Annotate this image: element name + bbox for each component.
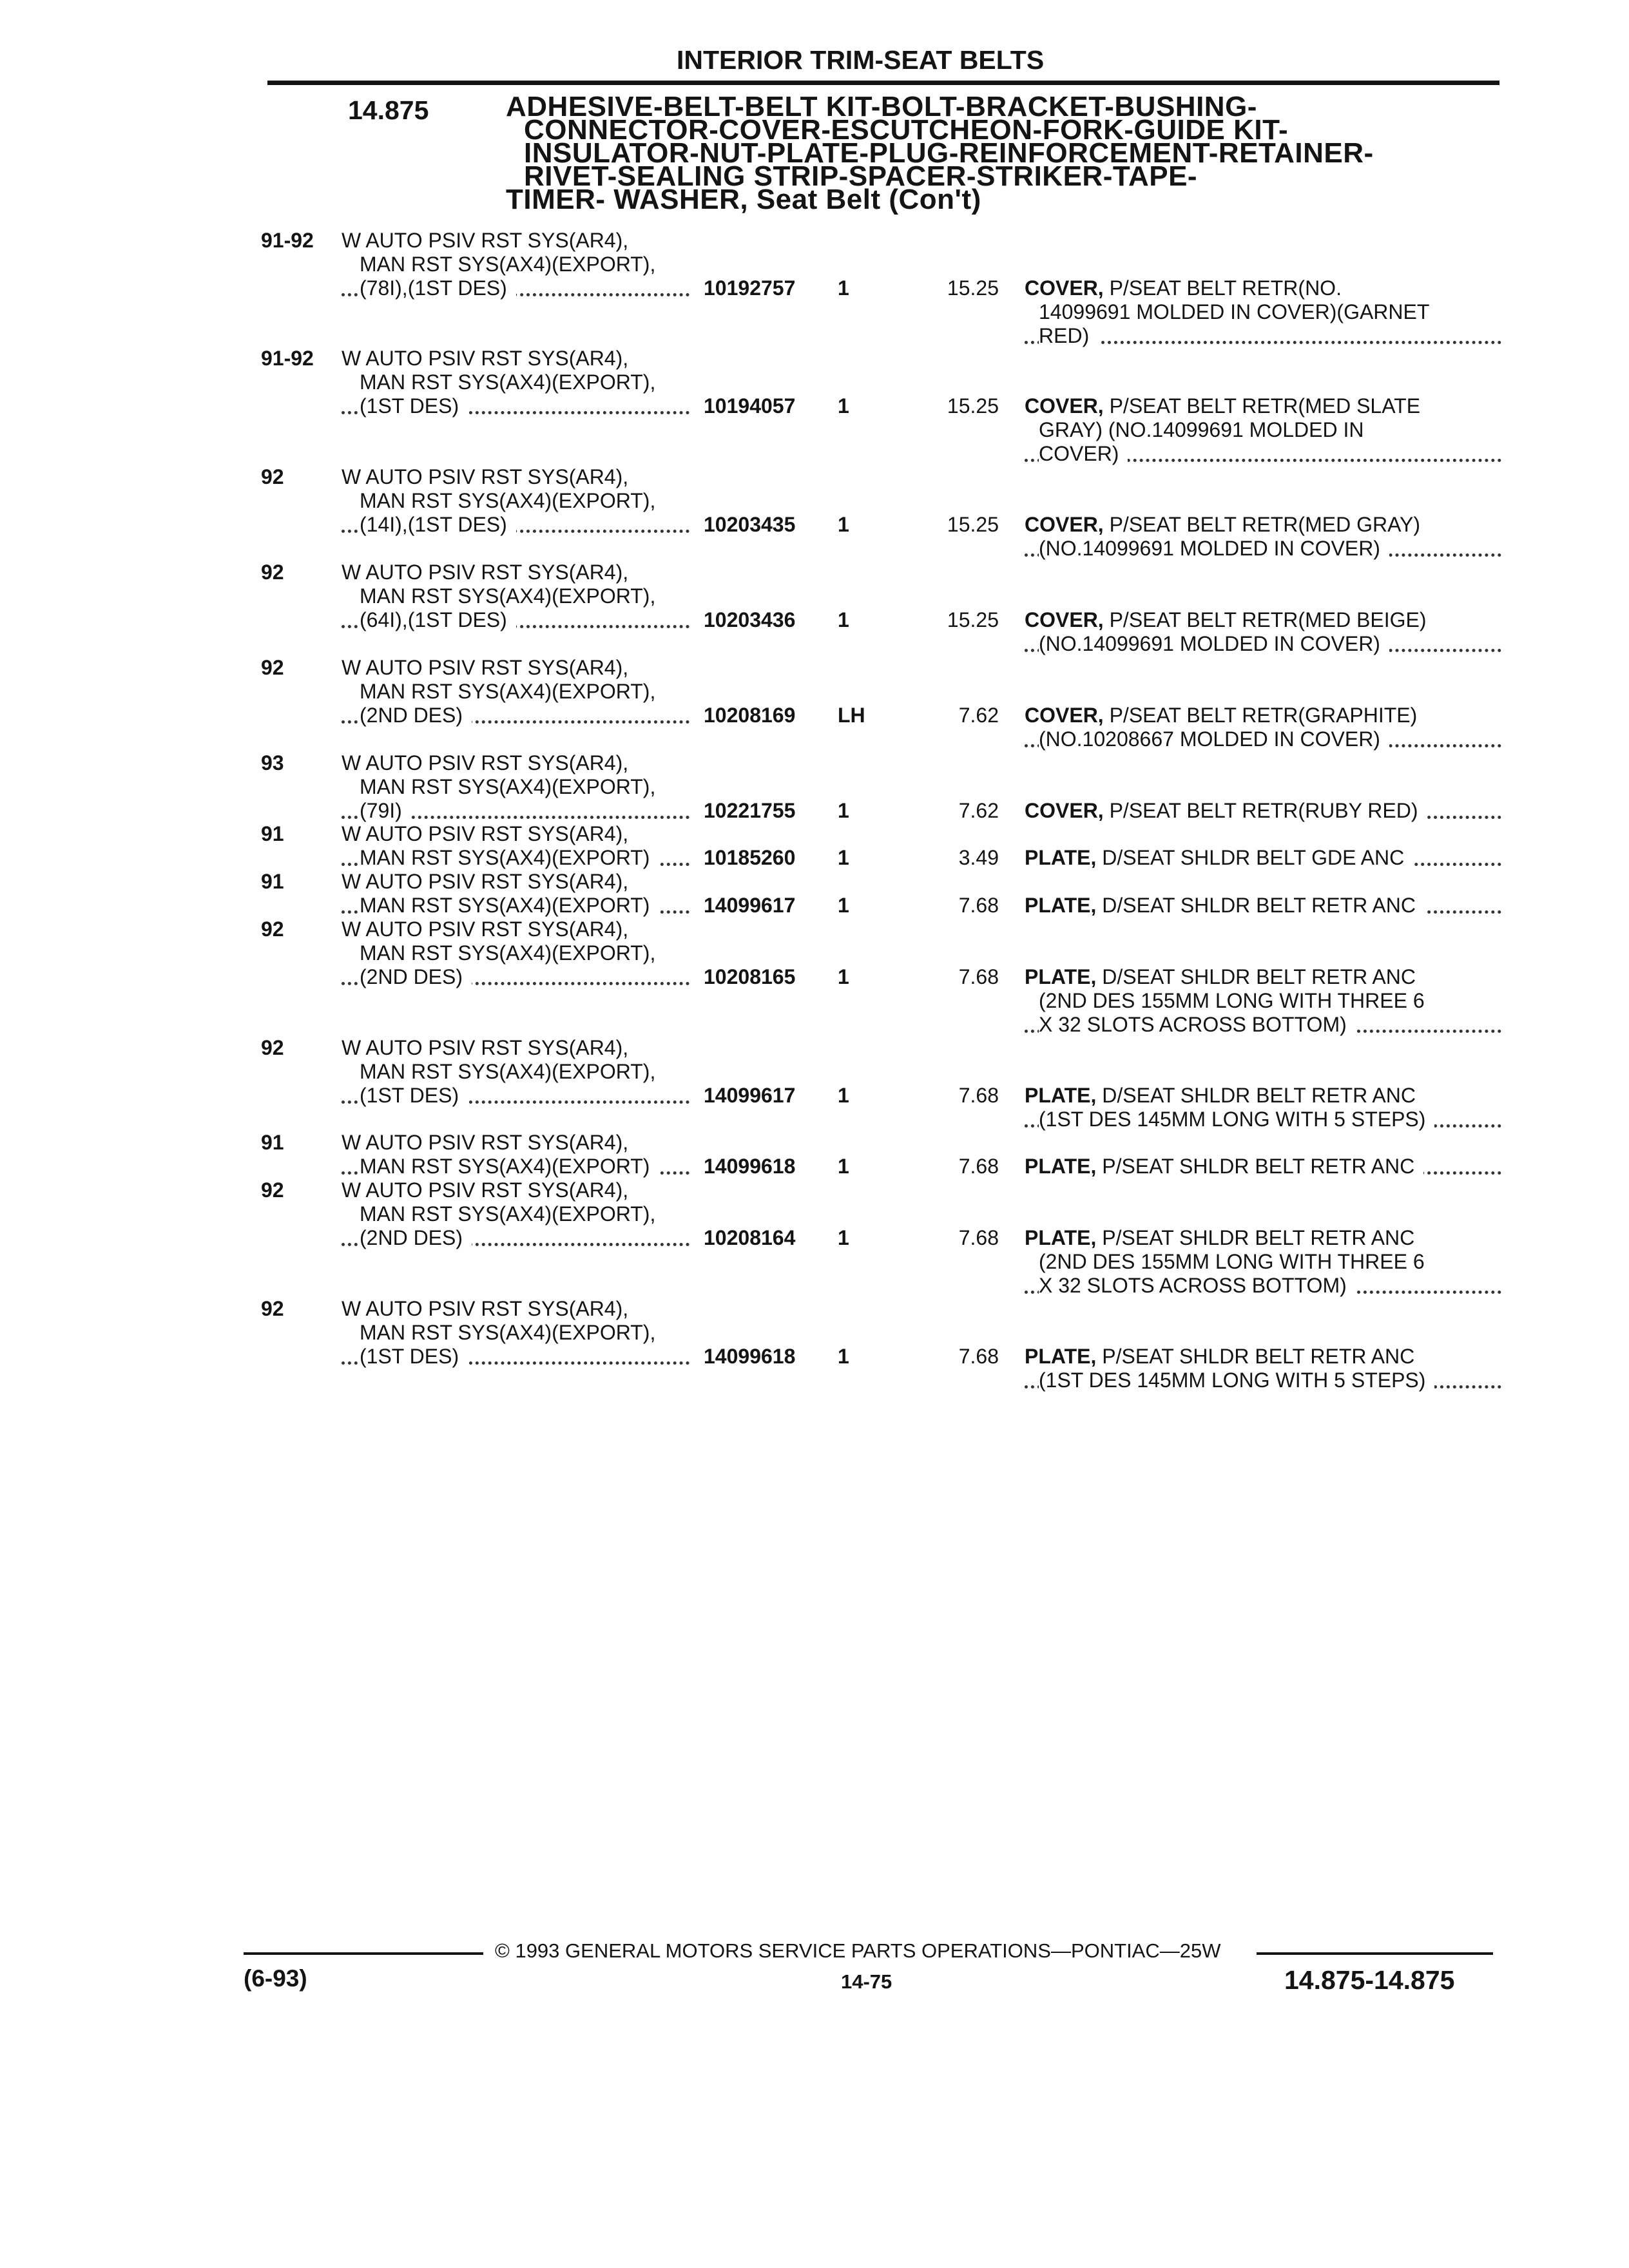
description-text [1025, 276, 1351, 300]
quantity: 1 [838, 965, 849, 988]
application-line [342, 1155, 689, 1178]
application-line [342, 584, 689, 608]
application-line [342, 656, 689, 680]
description-line [1025, 1013, 1501, 1037]
description-head: PLATE, [1025, 965, 1097, 988]
application-line [342, 394, 689, 418]
description-text [1025, 799, 1427, 822]
description-line [1025, 394, 1501, 418]
application [342, 1036, 689, 1108]
description-text: RED) [1039, 324, 1098, 347]
application-line [342, 513, 689, 537]
description-line [1025, 846, 1501, 870]
description-head: PLATE, [1025, 1155, 1097, 1178]
price: 7.68 [958, 894, 999, 917]
description-text: X 32 SLOTS ACROSS BOTTOM) [1039, 1013, 1356, 1036]
part-number: 14099618 [704, 1345, 796, 1368]
description-line [1025, 276, 1501, 300]
application-text: (1ST DES) [360, 1345, 468, 1368]
part-number: 10208164 [704, 1226, 796, 1249]
description [1025, 799, 1501, 823]
application-line [342, 894, 689, 918]
application-text: W AUTO PSIV RST SYS(AR4), [342, 1178, 637, 1202]
application-text: W AUTO PSIV RST SYS(AR4), [342, 465, 637, 488]
application-text: MAN RST SYS(AX4)(EXPORT), [360, 1202, 664, 1225]
application [342, 347, 689, 418]
application-text: W AUTO PSIV RST SYS(AR4), [342, 229, 637, 252]
model-year: 93 [261, 751, 284, 774]
application-line [342, 965, 689, 989]
quantity: 1 [838, 276, 849, 300]
section-name-line: TIMER- WASHER, Seat Belt (Con't) [506, 184, 981, 215]
application-text: (2ND DES) [360, 1226, 472, 1249]
section-name-line: RIVET-SEALING STRIP-SPACER-STRIKER-TAPE- [524, 160, 1198, 192]
application-line [342, 370, 689, 394]
application-text: (2ND DES) [360, 965, 472, 988]
footer-rule-left [244, 1952, 483, 1955]
description-body: D/SEAT SHLDR BELT RETR ANC [1102, 894, 1416, 917]
part-number: 10208169 [704, 704, 796, 727]
quantity: 1 [838, 1084, 849, 1107]
application [342, 870, 689, 918]
application-text: MAN RST SYS(AX4)(EXPORT), [360, 584, 664, 608]
description-line [1025, 989, 1501, 1013]
description [1025, 513, 1501, 561]
application-line [342, 822, 689, 846]
application-text: W AUTO PSIV RST SYS(AR4), [342, 751, 637, 774]
part-number: 10192757 [704, 276, 796, 300]
price: 15.25 [947, 276, 999, 300]
application [342, 656, 689, 727]
description-line [1025, 418, 1501, 442]
application-line [342, 1202, 689, 1226]
description-line [1025, 1155, 1501, 1178]
application-text: (79I) [360, 799, 411, 822]
description-text [1025, 894, 1425, 917]
description-body: D/SEAT SHLDR BELT GDE ANC [1102, 846, 1405, 869]
description-body: P/SEAT SHLDR BELT RETR ANC [1102, 1226, 1415, 1249]
section-name-line: CONNECTOR-COVER-ESCUTCHEON-FORK-GUIDE KIT- [524, 114, 1289, 146]
description-head: COVER, [1025, 799, 1104, 822]
description-line [1025, 632, 1501, 656]
application-text: MAN RST SYS(AX4)(EXPORT), [360, 1060, 664, 1083]
description-line [1025, 1084, 1501, 1108]
price: 7.68 [958, 1084, 999, 1107]
description-head: COVER, [1025, 608, 1104, 631]
section-range: 14.875-14.875 [1284, 1965, 1455, 1995]
description-text: (2ND DES 155MM LONG WITH THREE 6 [1039, 1250, 1434, 1273]
description-body: P/SEAT BELT RETR(MED BEIGE) [1109, 608, 1427, 631]
quantity: 1 [838, 1345, 849, 1368]
application-line [342, 1131, 689, 1155]
part-number: 10203436 [704, 608, 796, 631]
quantity: LH [838, 704, 865, 727]
description-line [1025, 1108, 1501, 1131]
description-line [1025, 608, 1501, 632]
description-body: P/SEAT BELT RETR(GRAPHITE) [1109, 704, 1418, 727]
application-text: MAN RST SYS(AX4)(EXPORT), [360, 370, 664, 394]
description [1025, 1084, 1501, 1131]
application-line [342, 1226, 689, 1250]
application-text: MAN RST SYS(AX4)(EXPORT), [360, 775, 664, 798]
description-head: PLATE, [1025, 1345, 1097, 1368]
model-year: 92 [261, 561, 284, 584]
application-line [342, 1321, 689, 1345]
application-text: (2ND DES) [360, 704, 472, 727]
application-line [342, 704, 689, 727]
description-text: (2ND DES 155MM LONG WITH THREE 6 [1039, 989, 1434, 1012]
model-year: 92 [261, 1297, 284, 1320]
application-line [342, 1060, 689, 1084]
description-line [1025, 894, 1501, 918]
description-body: P/SEAT BELT RETR(MED SLATE [1109, 394, 1421, 418]
description-text [1025, 1345, 1423, 1368]
application-text: MAN RST SYS(AX4)(EXPORT) [360, 846, 659, 869]
application [342, 1297, 689, 1369]
description [1025, 846, 1501, 870]
description [1025, 608, 1501, 656]
description-line [1025, 1250, 1501, 1274]
part-number: 10221755 [704, 799, 796, 822]
part-number: 10203435 [704, 513, 796, 536]
part-number: 14099617 [704, 1084, 796, 1107]
part-number: 10185260 [704, 846, 796, 869]
application-text: MAN RST SYS(AX4)(EXPORT), [360, 1321, 664, 1344]
model-year: 92 [261, 465, 284, 488]
page-header [0, 40, 1629, 79]
header-rule [267, 81, 1499, 85]
application-line [342, 1345, 689, 1369]
application-line [342, 561, 689, 584]
application [342, 918, 689, 989]
quantity: 1 [838, 846, 849, 869]
model-year: 92 [261, 1036, 284, 1059]
application-line [342, 680, 689, 704]
description-head: PLATE, [1025, 846, 1097, 869]
application-line [342, 1297, 689, 1321]
quantity: 1 [838, 1226, 849, 1249]
description [1025, 276, 1501, 348]
quantity: 1 [838, 799, 849, 822]
application-text: MAN RST SYS(AX4)(EXPORT), [360, 680, 664, 703]
application-text: W AUTO PSIV RST SYS(AR4), [342, 656, 637, 679]
description [1025, 1226, 1501, 1298]
application-line [342, 799, 689, 823]
description [1025, 894, 1501, 918]
description-text: (NO.10208667 MOLDED IN COVER) [1039, 727, 1389, 751]
description-line [1025, 513, 1501, 537]
section-number: 14.875 [348, 95, 429, 125]
model-year: 91 [261, 1131, 284, 1154]
quantity: 1 [838, 1155, 849, 1178]
description-text: (1ST DES 145MM LONG WITH 5 STEPS) [1039, 1369, 1434, 1392]
application-text: W AUTO PSIV RST SYS(AR4), [342, 561, 637, 584]
application-line [342, 918, 689, 941]
description-line [1025, 1369, 1501, 1392]
description-head: COVER, [1025, 394, 1104, 418]
description-text: GRAY) (NO.14099691 MOLDED IN [1039, 418, 1373, 441]
application [342, 822, 689, 870]
description-body: P/SEAT SHLDR BELT RETR ANC [1102, 1345, 1415, 1368]
application-line [342, 846, 689, 870]
description-line [1025, 704, 1501, 727]
application-text: MAN RST SYS(AX4)(EXPORT), [360, 489, 664, 512]
description-text [1025, 513, 1429, 536]
description-text [1025, 608, 1436, 631]
page-number: 14-75 [841, 1970, 892, 1993]
application-line [342, 489, 689, 513]
application-text: W AUTO PSIV RST SYS(AR4), [342, 347, 637, 370]
description-text: X 32 SLOTS ACROSS BOTTOM) [1039, 1274, 1356, 1297]
price: 7.62 [958, 799, 999, 822]
price: 15.25 [947, 513, 999, 536]
price: 3.49 [958, 846, 999, 869]
revision-date: (6-93) [244, 1965, 307, 1992]
description-line [1025, 324, 1501, 348]
description [1025, 704, 1501, 751]
model-year: 91-92 [261, 229, 314, 252]
application-text: (78I),(1ST DES) [360, 276, 516, 300]
section-name [506, 91, 1511, 215]
model-year: 91 [261, 822, 284, 845]
model-year: 92 [261, 918, 284, 941]
price: 15.25 [947, 394, 999, 418]
description-head: PLATE, [1025, 894, 1097, 917]
description-text: (1ST DES 145MM LONG WITH 5 STEPS) [1039, 1108, 1434, 1131]
application-text: MAN RST SYS(AX4)(EXPORT) [360, 1155, 659, 1178]
application-line [342, 941, 689, 965]
application-text: MAN RST SYS(AX4)(EXPORT), [360, 253, 664, 276]
model-year: 92 [261, 656, 284, 679]
application-text: W AUTO PSIV RST SYS(AR4), [342, 1036, 637, 1059]
description-line [1025, 965, 1501, 989]
application-line [342, 1178, 689, 1202]
application-text: (1ST DES) [360, 1084, 468, 1107]
part-number: 14099617 [704, 894, 796, 917]
model-year: 92 [261, 1178, 284, 1202]
description-body: P/SEAT BELT RETR(RUBY RED) [1109, 799, 1418, 822]
application-text: MAN RST SYS(AX4)(EXPORT) [360, 894, 659, 917]
application-text: W AUTO PSIV RST SYS(AR4), [342, 822, 637, 845]
section-name-line: INSULATOR-NUT-PLATE-PLUG-REINFORCEMENT-RETAINER- [524, 137, 1374, 169]
description-text [1025, 394, 1429, 418]
model-year: 91-92 [261, 347, 314, 370]
application-line [342, 1084, 689, 1108]
price: 15.25 [947, 608, 999, 631]
description [1025, 1155, 1501, 1178]
description-text [1025, 704, 1426, 727]
description-text [1025, 1155, 1423, 1178]
application [342, 1178, 689, 1250]
application-line [342, 276, 689, 300]
description-text [1025, 965, 1425, 988]
description-head: COVER, [1025, 513, 1104, 536]
price: 7.68 [958, 1226, 999, 1249]
application-line [342, 229, 689, 253]
application-text: (1ST DES) [360, 394, 468, 418]
application [342, 1131, 689, 1178]
description-line [1025, 442, 1501, 466]
price: 7.68 [958, 965, 999, 988]
section-name-line: ADHESIVE-BELT-BELT KIT-BOLT-BRACKET-BUSHING- [506, 91, 1257, 122]
description-line [1025, 1274, 1501, 1298]
application-line [342, 347, 689, 370]
description-text [1025, 1084, 1425, 1107]
application-line [342, 1036, 689, 1060]
description-head: PLATE, [1025, 1084, 1097, 1107]
description-line [1025, 1345, 1501, 1369]
application [342, 751, 689, 823]
description [1025, 394, 1501, 466]
description-body: P/SEAT BELT RETR(NO. [1109, 276, 1342, 300]
description [1025, 965, 1501, 1037]
description-head: PLATE, [1025, 1226, 1097, 1249]
description-line [1025, 1226, 1501, 1250]
description-body: D/SEAT SHLDR BELT RETR ANC [1102, 1084, 1416, 1107]
part-number: 10208165 [704, 965, 796, 988]
description-head: COVER, [1025, 276, 1104, 300]
description-text: (NO.14099691 MOLDED IN COVER) [1039, 632, 1389, 655]
application [342, 465, 689, 537]
description-body: D/SEAT SHLDR BELT RETR ANC [1102, 965, 1416, 988]
application [342, 229, 689, 300]
price: 7.62 [958, 704, 999, 727]
price: 7.68 [958, 1345, 999, 1368]
application-text: W AUTO PSIV RST SYS(AR4), [342, 1131, 637, 1154]
description-text: (NO.14099691 MOLDED IN COVER) [1039, 537, 1389, 560]
application-line [342, 775, 689, 799]
copyright-line: © 1993 GENERAL MOTORS SERVICE PARTS OPERATIONS—PONTIAC—25W [495, 1939, 1221, 1962]
quantity: 1 [838, 608, 849, 631]
description-text: COVER) [1039, 442, 1128, 465]
application-line [342, 870, 689, 894]
description-line [1025, 727, 1501, 751]
application-line [342, 253, 689, 276]
part-number: 10194057 [704, 394, 796, 418]
description-head: COVER, [1025, 704, 1104, 727]
page-title: INTERIOR TRIM-SEAT BELTS [677, 45, 1045, 75]
application-text: W AUTO PSIV RST SYS(AR4), [342, 1297, 637, 1320]
part-number: 14099618 [704, 1155, 796, 1178]
application-line [342, 751, 689, 775]
quantity: 1 [838, 894, 849, 917]
quantity: 1 [838, 513, 849, 536]
description-line [1025, 537, 1501, 561]
quantity: 1 [838, 394, 849, 418]
application-text: W AUTO PSIV RST SYS(AR4), [342, 870, 637, 893]
footer-rule-right [1257, 1952, 1493, 1955]
description-body: P/SEAT BELT RETR(MED GRAY) [1109, 513, 1421, 536]
description-line [1025, 300, 1501, 324]
description-line [1025, 799, 1501, 823]
price: 7.68 [958, 1155, 999, 1178]
application-text: (64I),(1ST DES) [360, 608, 516, 631]
application-line [342, 465, 689, 489]
application-line [342, 608, 689, 632]
description [1025, 1345, 1501, 1392]
application-text: (14I),(1ST DES) [360, 513, 516, 536]
application [342, 561, 689, 632]
model-year: 91 [261, 870, 284, 893]
application-text: MAN RST SYS(AX4)(EXPORT), [360, 941, 664, 965]
application-text: W AUTO PSIV RST SYS(AR4), [342, 918, 637, 941]
description-text [1025, 846, 1413, 869]
description-body: P/SEAT SHLDR BELT RETR ANC [1102, 1155, 1415, 1178]
description-text: 14099691 MOLDED IN COVER)(GARNET [1039, 300, 1438, 323]
description-text [1025, 1226, 1423, 1249]
